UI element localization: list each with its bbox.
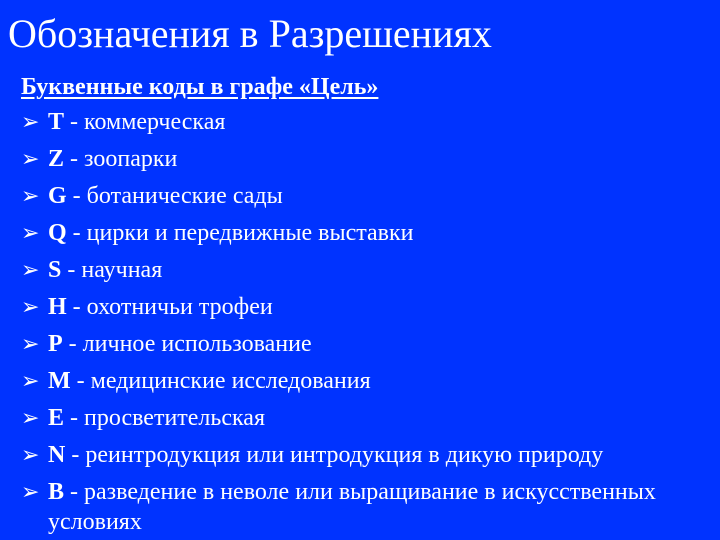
separator: - <box>64 479 85 505</box>
code-description: научная <box>81 257 163 283</box>
list-item-content <box>48 107 225 137</box>
list-item-content <box>48 292 273 322</box>
code-letter: M <box>48 368 71 394</box>
list-item <box>21 366 711 403</box>
list-item <box>21 292 711 329</box>
list-item-content <box>48 403 265 433</box>
slide-title: Обозначения в Разрешениях <box>8 11 492 56</box>
code-description: медицинские исследования <box>90 368 371 394</box>
slide-subtitle: Буквенные коды в графе «Цель» <box>21 74 379 100</box>
code-description: охотничьи трофеи <box>86 294 273 320</box>
code-description: цирки и передвижные выставки <box>86 220 414 246</box>
arrow-bullet-icon: ➢ <box>21 220 40 245</box>
arrow-bullet-icon: ➢ <box>21 109 40 134</box>
separator: - <box>64 109 85 135</box>
list-item-content <box>48 440 603 470</box>
list-item <box>21 255 711 292</box>
code-description: зоопарки <box>84 146 178 172</box>
list-item-content <box>48 218 414 248</box>
list-item <box>21 218 711 255</box>
separator: - <box>64 405 85 431</box>
list-item <box>21 477 711 537</box>
code-letter: T <box>48 109 65 135</box>
code-letter: N <box>48 442 66 468</box>
code-description: разведение в неволе или выращивание в искусственных условиях <box>48 479 656 535</box>
code-description: ботанические сады <box>86 183 283 209</box>
separator: - <box>65 442 86 468</box>
list-item <box>21 440 711 477</box>
separator: - <box>61 257 82 283</box>
list-item-content <box>48 181 283 211</box>
separator: - <box>62 331 83 357</box>
list-item <box>21 107 711 144</box>
code-list <box>21 107 711 537</box>
arrow-bullet-icon: ➢ <box>21 479 40 504</box>
arrow-bullet-icon: ➢ <box>21 405 40 430</box>
code-letter: Z <box>48 146 65 172</box>
code-letter: S <box>48 257 62 283</box>
list-item-content <box>48 144 177 174</box>
list-item-content <box>48 366 371 396</box>
code-letter: P <box>48 331 63 357</box>
arrow-bullet-icon: ➢ <box>21 183 40 208</box>
separator: - <box>66 183 87 209</box>
separator: - <box>70 368 91 394</box>
arrow-bullet-icon: ➢ <box>21 368 40 393</box>
arrow-bullet-icon: ➢ <box>21 331 40 356</box>
code-description: коммерческая <box>84 109 226 135</box>
code-letter: Q <box>48 220 67 246</box>
list-item-content <box>48 329 312 359</box>
code-letter: E <box>48 405 65 431</box>
code-description: просветительская <box>84 405 265 431</box>
separator: - <box>66 294 87 320</box>
code-letter: H <box>48 294 67 320</box>
arrow-bullet-icon: ➢ <box>21 146 40 171</box>
arrow-bullet-icon: ➢ <box>21 294 40 319</box>
separator: - <box>64 146 85 172</box>
list-item <box>21 403 711 440</box>
list-item <box>21 329 711 366</box>
list-item <box>21 181 711 218</box>
code-letter: B <box>48 479 65 505</box>
list-item <box>21 144 711 181</box>
code-description: личное использование <box>82 331 312 357</box>
list-item-content <box>48 255 162 285</box>
list-item-content <box>48 477 668 537</box>
arrow-bullet-icon: ➢ <box>21 442 40 467</box>
code-description: реинтродукция или интродукция в дикую природу <box>85 442 604 468</box>
separator: - <box>66 220 87 246</box>
arrow-bullet-icon: ➢ <box>21 257 40 282</box>
code-letter: G <box>48 183 67 209</box>
